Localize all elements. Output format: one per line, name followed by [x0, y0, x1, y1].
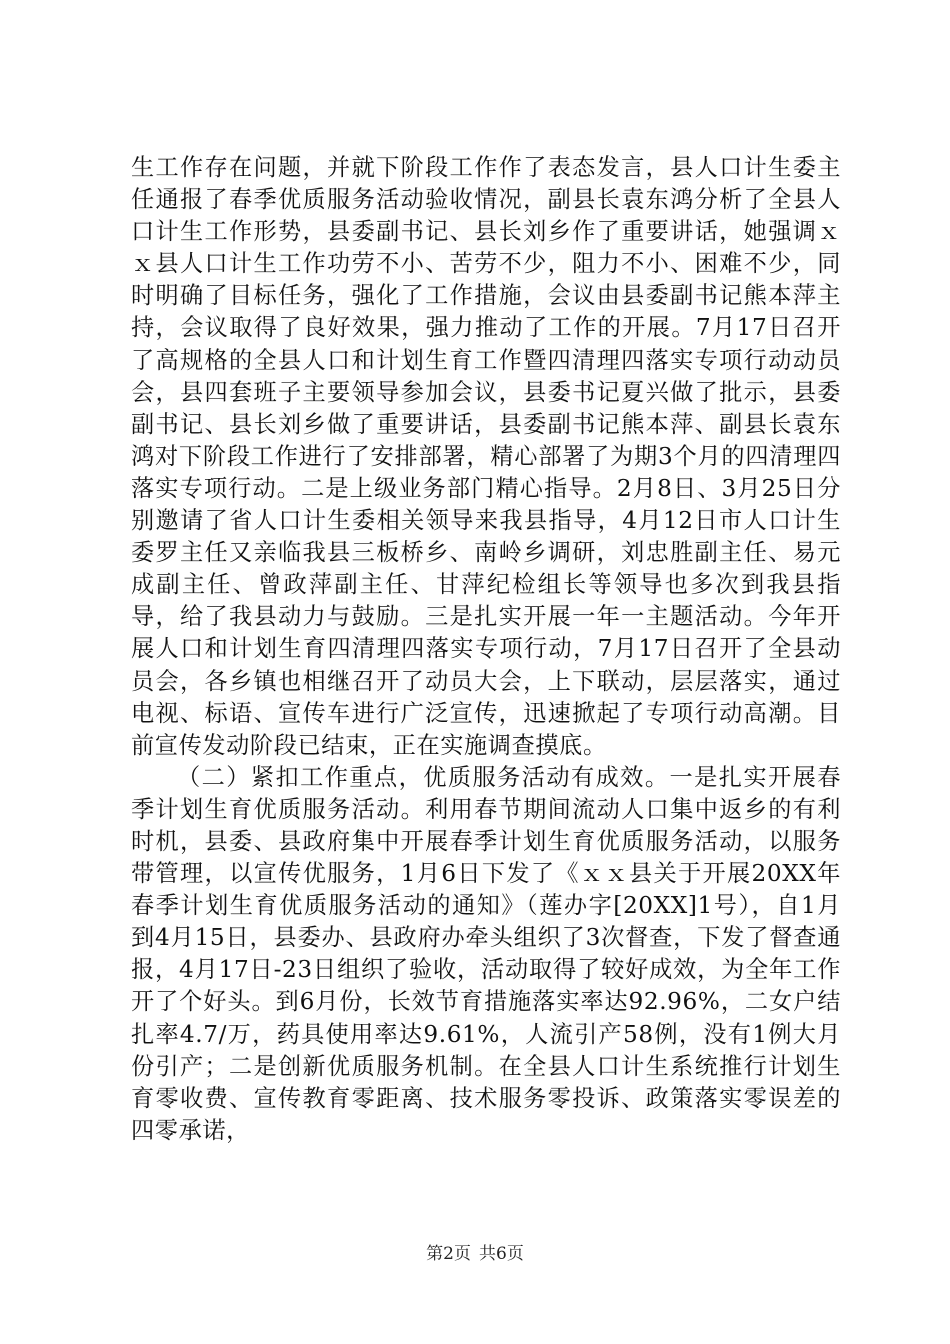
page-footer: [0, 1243, 950, 1265]
page-number: 第2页: [426, 1244, 471, 1264]
paragraph-2: （二）紧扣工作重点，优质服务活动有成效。一是扎实开展春季计划生育优质服务活动。利用春节期间流动人口集中返乡的有利时机，县委、县政府集中开展春季计划生育优质服务活动，以服务带管理，以宣传优服务，1月6日下发了《ｘｘ县关于开展20XX年春季计划生育优质服务活动的通知》（莲办字[20XX]1号），自1月到4月15日，县委办、县政府办牵头组织了3次督查，下发了督查通报，4月17日-23日组织了验收，活动取得了较好成效，为全年工作开了个好头。到6月份，长效节育措施落实率达92.96%，二女户结扎率4.7/万，药具使用率达9.61%，人流引产58例，没有1例大月份引产；二是创新优质服务机制。在全县人口计生系统推行计划生育零收费、宣传教育零距离、技术服务零投诉、政策落实零误差的四零承诺，: [131, 763, 841, 1144]
paragraph-1: 生工作存在问题，并就下阶段工作作了表态发言，县人口计生委主任通报了春季优质服务活动验收情况，副县长袁东鸿分析了全县人口计生工作形势，县委副书记、县长刘乡作了重要讲话，她强调ｘｘ县人口计生工作功劳不小、苦劳不少，阻力不小、困难不少，同时明确了目标任务，强化了工作措施，会议由县委副书记熊本萍主持，会议取得了良好效果，强力推动了工作的开展。7月17日召开了高规格的全县人口和计划生育工作暨四清理四落实专项行动动员会，县四套班子主要领导参加会议，县委书记夏兴做了批示，县委副书记、县长刘乡做了重要讲话，县委副书记熊本萍、副县长袁东鸿对下阶段工作进行了安排部署，精心部署了为期3个月的四清理四落实专项行动。二是上级业务部门精心指导。2月8日、3月25日分别邀请了省人口计生委相关领导来我县指导，4月12日市人口计生委罗主任又亲临我县三板桥乡、南岭乡调研，刘忠胜副主任、易元成副主任、曾政萍副主任、甘萍纪检组长等领导也多次到我县指导，给了我县动力与鼓励。三是扎实开展一年一主题活动。今年开展人口和计划生育四清理四落实专项行动，7月17日召开了全县动员会，各乡镇也相继召开了动员大会，上下联动，层层落实，通过电视、标语、宣传车进行广泛宣传，迅速掀起了专项行动高潮。目前宣传发动阶段已结束，正在实施调查摸底。: [131, 154, 841, 759]
page-total: 共6页: [479, 1244, 524, 1264]
document-body: [131, 152, 841, 1147]
